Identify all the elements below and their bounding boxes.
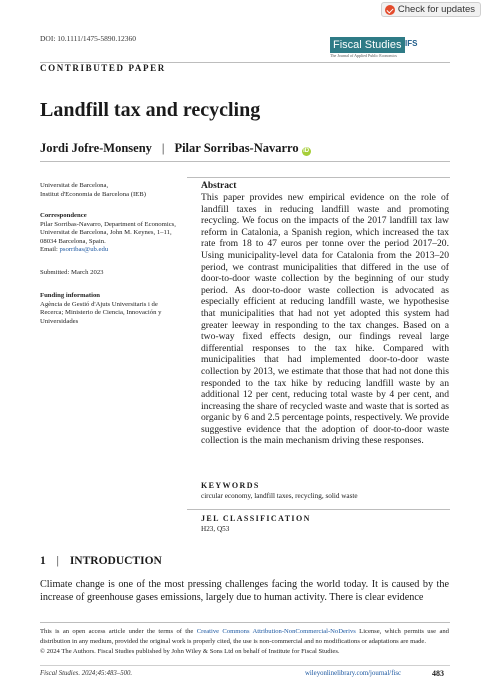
- funding-information: Funding information Agència de Gestió d'Ajuts Universitaris i de Recerca; Ministerio de Ciencia, Innovación y Universidades: [40, 292, 180, 326]
- page-number: 483: [432, 669, 444, 678]
- check-icon: [385, 5, 395, 15]
- affiliation: Universitat de Barcelona, Institut d'Economia de Barcelona (IEB): [40, 182, 146, 198]
- jel-divider: [187, 509, 450, 510]
- check-for-updates-label: Check for updates: [397, 4, 475, 15]
- abstract-divider: [187, 177, 450, 178]
- section-heading: 1 | INTRODUCTION: [40, 555, 162, 567]
- check-for-updates-badge[interactable]: [381, 2, 481, 17]
- jel-codes: H23, Q53: [201, 525, 230, 533]
- email-link[interactable]: psorribas@ub.edu: [59, 246, 109, 253]
- section-label: CONTRIBUTED PAPER: [40, 63, 166, 73]
- correspondence-label: Correspondence: [40, 212, 87, 219]
- fiscal-studies-logo: [330, 37, 402, 61]
- author-name[interactable]: Jordi Jofre-Monseny: [40, 141, 152, 155]
- author-divider: [40, 161, 450, 162]
- author-list: [40, 141, 311, 156]
- correspondence: Correspondence Pilar Sorribas-Navarro, Department of Economics, Universitat de Barcelona, John M. Keynes, 1–11, 08034 Barcelona, Spain. Email: psorribas@ub.edu: [40, 212, 180, 255]
- journal-citation: Fiscal Studies. 2024;45:483–500.: [40, 670, 133, 677]
- cc-license-link[interactable]: Creative Commons Attribution-NonCommercial-NoDerivs: [196, 628, 356, 635]
- doi[interactable]: DOI: 10.1111/1475-5890.12360: [40, 34, 137, 43]
- ifs-logo: IFS: [405, 39, 418, 48]
- keywords-heading: KEYWORDS: [201, 481, 260, 490]
- orcid-icon[interactable]: iD: [303, 148, 310, 154]
- bottom-divider: [40, 665, 450, 666]
- jel-heading: JEL CLASSIFICATION: [201, 514, 311, 523]
- article-title: Landfill tax and recycling: [40, 99, 261, 121]
- keywords-text: circular economy, landfill taxes, recycling, solid waste: [201, 492, 358, 500]
- abstract-heading: Abstract: [201, 181, 237, 191]
- journal-tagline: The Journal of Applied Public Economics: [330, 53, 397, 58]
- license-notice: This is an open access article under the terms of the Creative Commons Attribution-NonCommercial-NoDerivs License, which permits use and distribution in any medium, provided the original work is properly cited, the use is non-commercial and no modifications or adaptations are made. © 2024 The Authors. Fiscal Studies published by John Wiley & Sons Ltd on behalf of Institute for Fiscal Studies.: [40, 628, 449, 655]
- journal-name: Fiscal Studies: [330, 37, 405, 53]
- author-name: Pilar Sorribas-Navarro iD: [174, 141, 310, 155]
- author-separator: |: [161, 141, 165, 155]
- abstract-text: This paper provides new empirical evidence on the role of landfill taxes in reducing landfill waste and promoting recycling. We focus on the impacts of the 2017 landfill tax law reform in Catalonia, a Spanish region, which increased the tax rate from 18 to 47 euros per tonne over the period 2017–20. Using municipality-level data for Catalonia from the 2013–20 period, we contrast municipalities that differed in the use of door-to-door waste collection by the beginning of our study period. As door-to-door waste collection is advocated as especially efficient at reducing landfill waste, we hypothesise that municipalities that had not yet adopted this system had greater leeway in responding to the tax changes. Based on a two-way fixed effects design, our findings reveal large differential responses to the tax hike. Compared with municipalities that had implemented door-to-door waste collection by 2013, we estimate that those that had not done this responded to the tax hike by reducing landfill waste by an additional 12 per cent, reducing total waste by 4 per cent, and increasing the share of recycled waste and waste that is sorted as organic by 6 and 2.5 percentage points, respectively. We provide suggestive evidence that the adoption of door-to-door waste collection is the main mechanism driving these responses.: [201, 192, 450, 447]
- funding-label: Funding information: [40, 292, 101, 299]
- journal-url-link[interactable]: wileyonlinelibrary.com/journal/fisc: [305, 670, 402, 677]
- footer-divider: [40, 622, 450, 623]
- intro-paragraph: Climate change is one of the most pressing challenges facing the world today. It is caused by the increase of greenhouse gases emissions, largely due to human activity. There is clear evidence: [40, 579, 449, 603]
- submitted-date: Submitted: March 2023: [40, 269, 104, 276]
- copyright-line: © 2024 The Authors. Fiscal Studies published by John Wiley & Sons Ltd on behalf of Institute for Fiscal Studies.: [40, 647, 340, 655]
